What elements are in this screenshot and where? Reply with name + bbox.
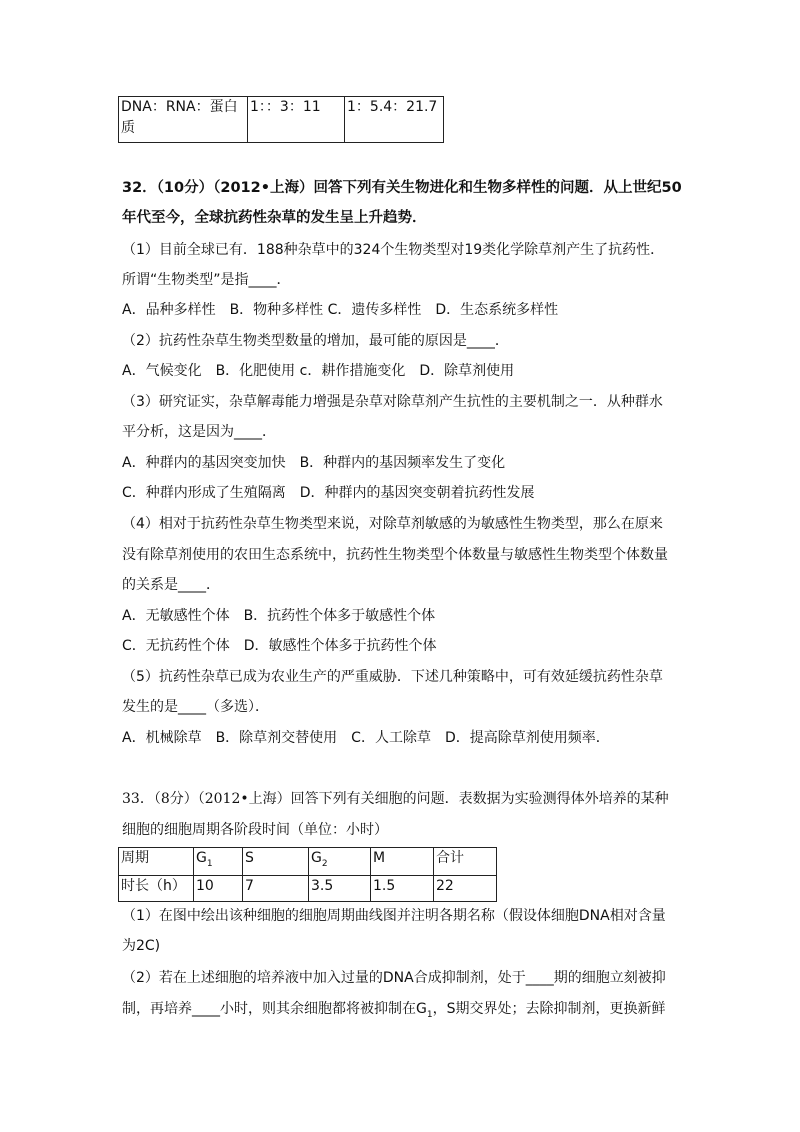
q32-line: A．种群内的基因突变加快 B．种群内的基因频率发生了变化 <box>122 455 506 471</box>
q32-line: 的关系是____． <box>122 577 220 593</box>
q32-line: A．机械除草 B．除草剂交替使用 C．人工除草 D．提高除草剂使用频率． <box>122 730 610 746</box>
q32-line: C．无抗药性个体 D．敏感性个体多于抗药性个体 <box>122 638 437 654</box>
table-cell: 时长（h） <box>119 875 194 901</box>
table-row <box>119 875 497 901</box>
q32-line: （3）研究证实，杂草解毒能力增强是杂草对除草剂产生抗性的主要机制之一．从种群水 <box>122 394 663 410</box>
question-33-heading-cont: 细胞的细胞周期各阶段时间（单位：小时） <box>122 822 388 838</box>
table-cell: S <box>243 848 309 876</box>
q33-line: 为2C) <box>122 938 161 954</box>
q32-line: A．无敏感性个体 B．抗药性个体多于敏感性个体 <box>122 608 436 624</box>
q33-line: （2）若在上述细胞的培养液中加入过量的DNA合成抑制剂，处于____期的细胞立刻被抑 <box>122 970 666 986</box>
q32-line: （1）目前全球已有．188种杂草中的324个生物类型对19类化学除草剂产生了抗药性． <box>122 242 665 258</box>
table-cell: 合计 <box>434 848 497 876</box>
q32-line: （2）抗药性杂草生物类型数量的增加，最可能的原因是____． <box>122 333 509 349</box>
table-cell: M <box>371 848 434 876</box>
table-row <box>119 848 497 876</box>
q32-line: 平分析，这是因为____． <box>122 424 276 440</box>
cell-cycle-table <box>118 847 497 902</box>
q32-line: C．种群内形成了生殖隔离 D．种群内的基因突变朝着抗药性发展 <box>122 485 535 501</box>
q32-line: A．品种多样性 B．物种多样性 C．遗传多样性 D．生态系统多样性 <box>122 302 559 318</box>
table-cell: 周期 <box>119 848 194 876</box>
ratio-table <box>118 96 444 143</box>
table-cell: 1.5 <box>371 875 434 901</box>
table-cell: $G_2$ <box>309 848 371 876</box>
q33-line: （1）在图中绘出该种细胞的细胞周期曲线图并注明各期名称（假设体细胞DNA相对含量 <box>122 908 666 924</box>
question-32-heading: 32．（10分）（2012•上海）回答下列有关生物进化和生物多样性的问题．从上世纪50 <box>122 180 682 196</box>
q32-line: A．气候变化 B．化肥使用 c．耕作措施变化 D．除草剂使用 <box>122 363 515 379</box>
q32-line: 发生的是____（多选）． <box>122 699 269 715</box>
table-cell: DNA：RNA：蛋白质 <box>119 97 248 143</box>
q33-line: 制，再培养____小时，则其余细胞都将被抑制在$G_1$，S期交界处；去除抑制剂，更换新鲜 <box>122 1001 666 1020</box>
question-33-heading: 33．（8分）（2012•上海）回答下列有关细胞的问题．表数据为实验测得体外培养的某种 <box>122 791 669 807</box>
table-cell: $G_1$ <box>194 848 243 876</box>
table-cell: 3.5 <box>309 875 371 901</box>
q32-line: 所谓“生物类型”是指____． <box>122 272 291 288</box>
table-cell: 1：5.4：21.7 <box>345 97 444 143</box>
q32-line: （4）相对于抗药性杂草生物类型来说，对除草剂敏感的为敏感性生物类型，那么在原来 <box>122 516 663 532</box>
table-cell: 10 <box>194 875 243 901</box>
question-32-heading-cont: 年代至今，全球抗药性杂草的发生呈上升趋势． <box>122 210 427 226</box>
table-cell: 22 <box>434 875 497 901</box>
table-cell: 7 <box>243 875 309 901</box>
table-row <box>119 97 444 143</box>
q32-line: （5）抗药性杂草已成为农业生产的严重威胁．下述几种策略中，可有效延缓抗药性杂草 <box>122 669 663 685</box>
table-cell: 1：：3：11 <box>248 97 345 143</box>
q32-line: 没有除草剂使用的农田生态系统中，抗药性生物类型个体数量与敏感性生物类型个体数量 <box>122 547 668 563</box>
